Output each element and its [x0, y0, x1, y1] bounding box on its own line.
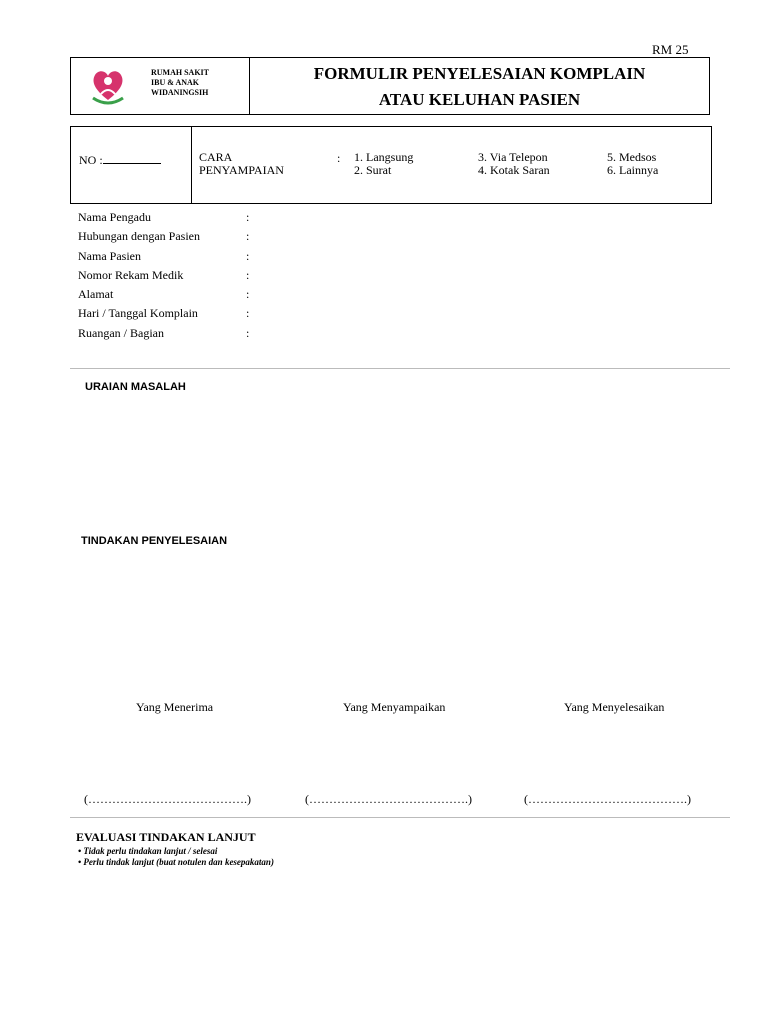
- number-field[interactable]: NO :: [79, 153, 161, 168]
- signature-receiver: Yang Menerima: [136, 700, 214, 714]
- field-nama-pasien[interactable]: Nama Pasien :: [78, 248, 250, 263]
- field-hubungan[interactable]: Hubungan dengan Pasien :: [78, 229, 250, 244]
- delivery-option-surat[interactable]: 2. Surat: [354, 163, 392, 177]
- delivery-option-lainnya[interactable]: 6. Lainnya: [607, 163, 659, 177]
- form-code: RM 25: [652, 42, 689, 57]
- info-box: [70, 126, 712, 204]
- section-problem: URAIAN MASALAH: [85, 381, 186, 393]
- evaluation-title: EVALUASI TINDAKAN LANJUT: [76, 830, 256, 844]
- delivery-option-kotak-saran[interactable]: 4. Kotak Saran: [478, 163, 550, 177]
- evaluation-option-done[interactable]: • Tidak perlu tindakan lanjut / selesai: [78, 846, 218, 856]
- hospital-logo-icon: [87, 64, 129, 106]
- patient-fields: [78, 210, 250, 345]
- form-title-line2: ATAU KELUHAN PASIEN: [378, 90, 581, 109]
- divider: [70, 817, 730, 818]
- field-alamat[interactable]: Alamat :: [78, 287, 250, 302]
- signature-line-receiver[interactable]: (………………………………….): [84, 792, 251, 806]
- field-nama-pengadu[interactable]: Nama Pengadu :: [78, 210, 250, 224]
- field-ruangan[interactable]: Ruangan / Bagian :: [78, 325, 250, 340]
- signature-submitter: Yang Menyampaikan: [343, 700, 446, 714]
- delivery-colon: :: [337, 151, 341, 165]
- signature-resolver: Yang Menyelesaikan: [564, 700, 665, 714]
- delivery-label: CARA PENYAMPAIAN: [199, 150, 284, 177]
- field-tanggal[interactable]: Hari / Tanggal Komplain :: [78, 306, 250, 321]
- delivery-option-medsos[interactable]: 5. Medsos: [607, 150, 657, 164]
- hospital-name: RUMAH SAKIT IBU & ANAK WIDANINGSIH: [151, 68, 210, 97]
- form-title-line1: FORMULIR PENYELESAIAN KOMPLAIN: [313, 64, 646, 83]
- delivery-option-langsung[interactable]: 1. Langsung: [354, 150, 414, 164]
- divider: [70, 368, 730, 369]
- signature-line-submitter[interactable]: (………………………………….): [305, 792, 472, 806]
- section-resolution: TINDAKAN PENYELESAIAN: [81, 535, 228, 547]
- signature-line-resolver[interactable]: (………………………………….): [524, 792, 691, 806]
- evaluation-option-followup[interactable]: • Perlu tindak lanjut (buat notulen dan kesepakatan): [78, 857, 274, 867]
- delivery-option-telepon[interactable]: 3. Via Telepon: [478, 150, 548, 164]
- header-box: [70, 57, 710, 115]
- field-rekam-medik[interactable]: Nomor Rekam Medik :: [78, 267, 250, 282]
